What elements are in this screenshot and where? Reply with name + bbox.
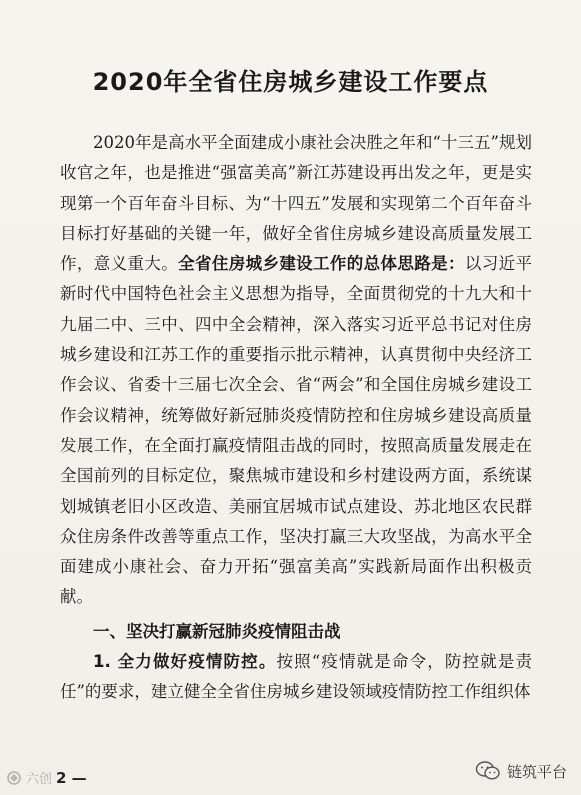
watermark-logo-icon (6, 771, 22, 785)
document-title: 2020年全省住房城乡建设工作要点 (92, 68, 489, 96)
intro-text-2: 以习近平新时代中国特色社会主义思想为指导，全面贯彻党的十九大和十九届二中、三中、四中全会精神，深入落实习近平总书记对住房城乡建设和江苏工作的重要指示批示精神，认真贯彻中央经济工作会议、省委十三届七次全会、省“两会”和全国住房城乡建设工作会议精神，统筹做好新冠肺炎疫情防控和住房城乡建设高质量发展工作，在全面打赢疫情阻击战的同时，按照高质量发展走在全国前列的目标定位，聚焦城市建设和乡村建设两方面，系统谋划城镇老旧小区改造、美丽宜居城市试点建设、苏北地区农民群众住房条件改善等重点工作，坚决打赢三大攻坚战，为高水平全面建成小康社会、奋力开拓“强富美高”实践新局面作出积极贡献。 (60, 254, 533, 607)
document-body (60, 128, 532, 708)
watermark-text: 六创 (26, 772, 53, 787)
intro-text-1: 2020年是高水平全面建成小康社会决胜之年和“十三五”规划收官之年，也是推进“强富美高”新江苏建设再出发之年，更是实现第一个百年奋斗目标、为“十四五”发展和实现第二个百年奋斗目标打好基础的关键一年，做好全省住房城乡建设高质量发展工作，意义重大。 (60, 133, 532, 274)
page-footer (6, 768, 87, 787)
brand-name: 链筑平台 (506, 762, 567, 781)
intro-bold-text: 全省住房城乡建设工作的总体思路是： (178, 254, 465, 274)
item-text: 按照“疫情就是命令，防控就是责任”的要求，建立健全全省住房城乡建设领域疫情防控工作组织体 (60, 652, 532, 702)
item-paragraph (60, 647, 532, 708)
wechat-icon (475, 760, 501, 782)
brand-watermark (475, 760, 567, 782)
page-number: 2 — (56, 768, 87, 787)
intro-paragraph (60, 128, 532, 613)
section-heading: 一、坚决打赢新冠肺炎疫情阻击战 (93, 621, 341, 641)
item-bold-text: 1. 全力做好疫情防控。 (93, 652, 277, 672)
